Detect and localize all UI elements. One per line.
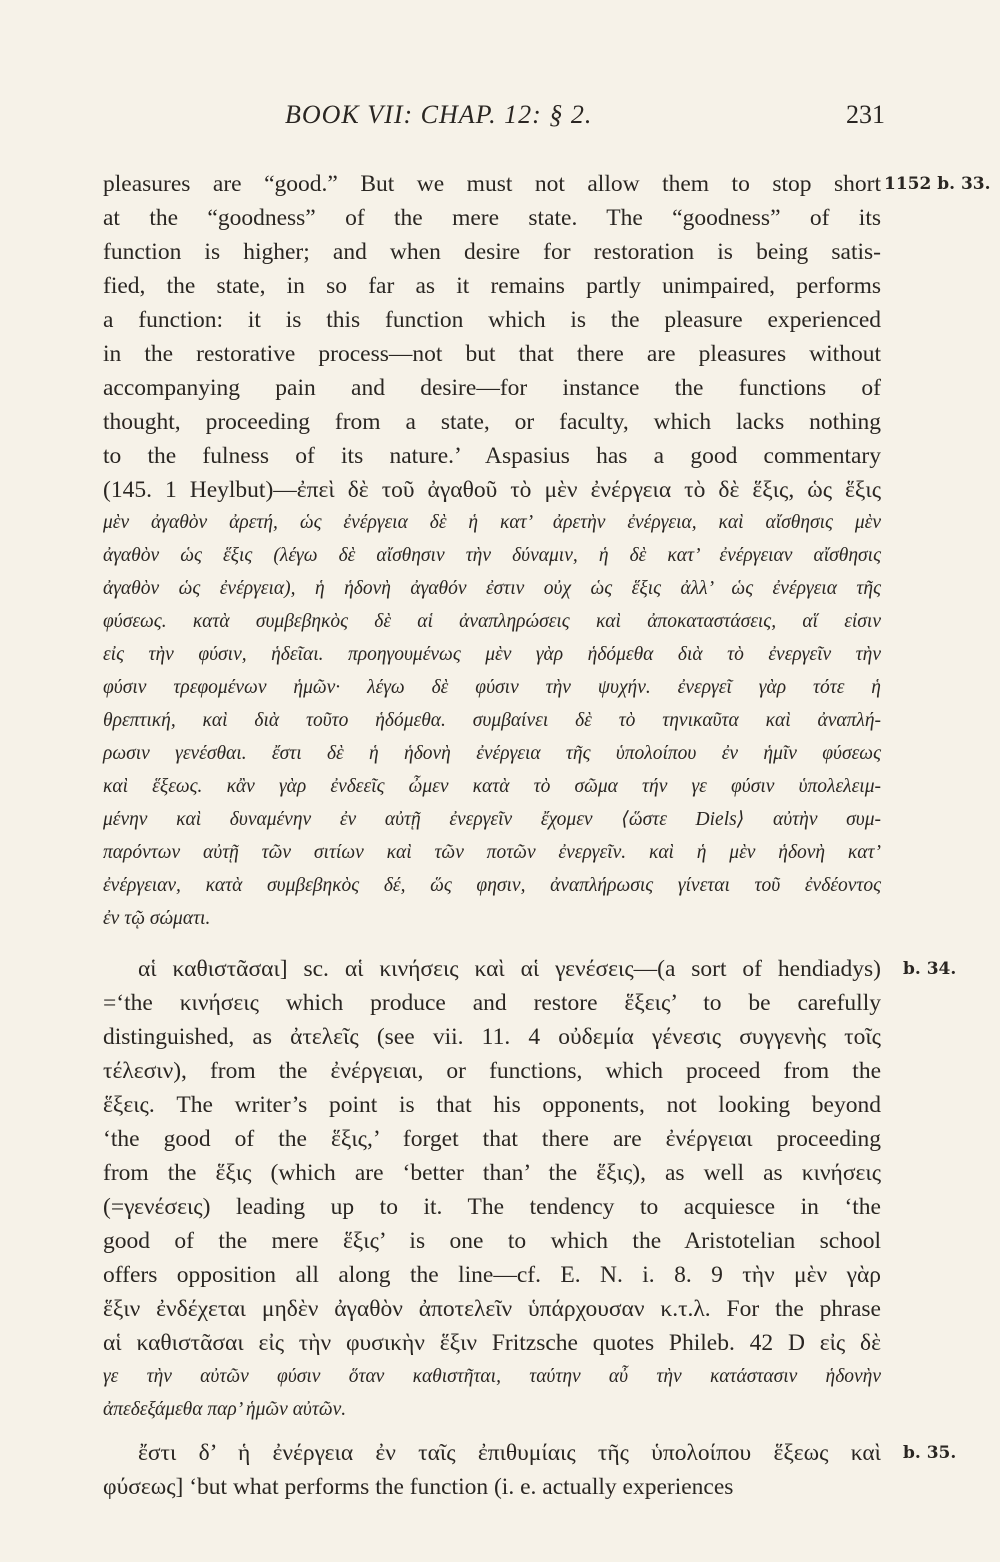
text-line: distinguished, as ἀτελεῖς (see vii. 11. 4 οὐδεμία γένεσις συγγενὴς τοῖς (103, 1024, 881, 1050)
greek-text-line: ἀγαθὸν ὡς ἕξις (λέγω δὲ αἴσθησιν τὴν δύναμιν, ἡ δὲ κατ’ ἐνέργειαν αἴσθησις (103, 545, 881, 566)
greek-text-line: γε τὴν αὐτῶν φύσιν ὅταν καθιστῆται, ταύτην αὖ τὴν κατάστασιν ἡδονὴν (103, 1366, 881, 1387)
lemma-line: ἔστι δ’ ἡ ἐνέργεια ἐν ταῖς ἐπιθυμίαις τῆς ὑπολοίπου ἕξεως καὶ (138, 1440, 881, 1466)
text-line: good of the mere ἕξις’ is one to which the Aristotelian school (103, 1228, 881, 1254)
page-number: 231 (846, 100, 885, 129)
text-line: (=γενέσεις) leading up to it. The tendency to acquiesce in ‘the (103, 1194, 881, 1220)
text-line: (145. 1 Heylbut)—ἐπεὶ δὲ τοῦ ἀγαθοῦ τὸ μὲν ἐνέργεια τὸ δὲ ἕξις, ὡς ἕξις (103, 477, 881, 503)
text-line: a function: it is this function which is the pleasure experienced (103, 307, 881, 333)
text-line: to the fulness of its nature.’ Aspasius has a good commentary (103, 443, 881, 469)
greek-text-line: εἰς τὴν φύσιν, ἡδεῖαι. προηγουμένως μὲν γὰρ ἡδόμεθα διὰ τὸ ἐνεργεῖν τὴν (103, 644, 881, 665)
text-line: fied, the state, in so far as it remains partly unimpaired, performs (103, 273, 881, 299)
text-line: ἕξιν ἐνδέχεται μηδὲν ἀγαθὸν ἀποτελεῖν ὑπάρχουσαν κ.τ.λ. For the phrase (103, 1296, 881, 1322)
greek-text-line: ἀπεδεξάμεθα παρ’ ἡμῶν αὐτῶν. (103, 1399, 347, 1420)
text-line: =‘the κινήσεις which produce and restore ἕξεις’ to be carefully (103, 990, 881, 1016)
greek-text-line: καὶ ἕξεως. κἂν γὰρ ἐνδεεῖς ὦμεν κατὰ τὸ σῶμα τήν γε φύσιν ὑπολελειμ- (103, 776, 881, 797)
text-line: function is higher; and when desire for restoration is being satis- (103, 239, 881, 265)
text-line: accompanying pain and desire—for instance the functions of (103, 375, 881, 401)
margin-reference: b. 35. (903, 1443, 957, 1463)
greek-text-line: παρόντων αὐτῇ τῶν σιτίων καὶ τῶν ποτῶν ἐνεργεῖν. καὶ ἡ μὲν ἡδονὴ κατ’ (103, 842, 881, 863)
text-line: ἕξεις. The writer’s point is that his opponents, not looking beyond (103, 1092, 881, 1118)
text-line: at the “goodness” of the mere state. The “goodness” of its (103, 205, 881, 231)
greek-text-line: ρωσιν γενέσθαι. ἔστι δὲ ἡ ἡδονὴ ἐνέργεια τῆς ὑπολοίπου ἐν ἡμῖν φύσεως (103, 743, 881, 764)
lemma-line: αἱ καθιστᾶσαι] sc. αἱ κινήσεις καὶ αἱ γενέσεις—(a sort of hendiadys) (138, 956, 881, 982)
running-title: BOOK VII: CHAP. 12: § 2. (285, 100, 593, 129)
greek-text-line: ἀγαθὸν ὡς ἐνέργεια), ἡ ἡδονὴ ἀγαθόν ἐστιν οὐχ ὡς ἕξις ἀλλ’ ὡς ἐνέργεια τῆς (103, 578, 881, 599)
greek-text-line: ἐνέργειαν, κατὰ συμβεβηκὸς δέ, ὥς φησιν, ἀναπλήρωσις γίνεται τοῦ ἐνδέοντος (103, 875, 881, 896)
text-line: in the restorative process—not but that there are pleasures without (103, 341, 881, 367)
greek-text-line: ἐν τῷ σώματι. (103, 908, 211, 929)
greek-text-line: θρεπτική, καὶ διὰ τοῦτο ἡδόμεθα. συμβαίνει δὲ τὸ τηνικαῦτα καὶ ἀναπλή- (103, 710, 881, 731)
margin-reference: 1152 b. 33. (884, 174, 991, 194)
text-line: φύσεως] ‘but what performs the function (i. e. actually experiences (103, 1474, 734, 1500)
text-line: pleasures are “good.” But we must not allow them to stop short (103, 171, 881, 197)
text-line: offers opposition all along the line—cf. E. N. i. 8. 9 τὴν μὲν γὰρ (103, 1262, 881, 1288)
greek-text-line: μένην καὶ δυναμένην ἐν αὐτῇ ἐνεργεῖν ἔχομεν ⟨ὥστε Diels⟩ αὐτὴν συμ- (103, 809, 881, 830)
greek-text-line: μὲν ἀγαθὸν ἀρετή, ὡς ἐνέργεια δὲ ἡ κατ’ ἀρετὴν ἐνέργεια, καὶ αἴσθησις μὲν (103, 512, 881, 533)
greek-text-line: φύσιν τρεφομένων ἡμῶν· λέγω δὲ φύσιν τὴν ψυχήν. ἐνεργεῖ γὰρ τότε ἡ (103, 677, 881, 698)
text-line: αἱ καθιστᾶσαι εἰς τὴν φυσικὴν ἕξιν Fritzsche quotes Phileb. 42 D εἰς δὲ (103, 1330, 881, 1356)
text-line: ‘the good of the ἕξις,’ forget that there are ἐνέργειαι proceeding (103, 1126, 881, 1152)
text-line: thought, proceeding from a state, or faculty, which lacks nothing (103, 409, 881, 435)
greek-text-line: φύσεως. κατὰ συμβεβηκὸς δὲ αἱ ἀναπληρώσεις καὶ ἀποκαταστάσεις, αἵ εἰσιν (103, 611, 881, 632)
text-line: τέλεσιν), from the ἐνέργειαι, or functions, which proceed from the (103, 1058, 881, 1084)
margin-reference: b. 34. (903, 959, 957, 979)
text-line: from the ἕξις (which are ‘better than’ the ἕξις), as well as κινήσεις (103, 1160, 881, 1186)
running-header (285, 100, 885, 140)
